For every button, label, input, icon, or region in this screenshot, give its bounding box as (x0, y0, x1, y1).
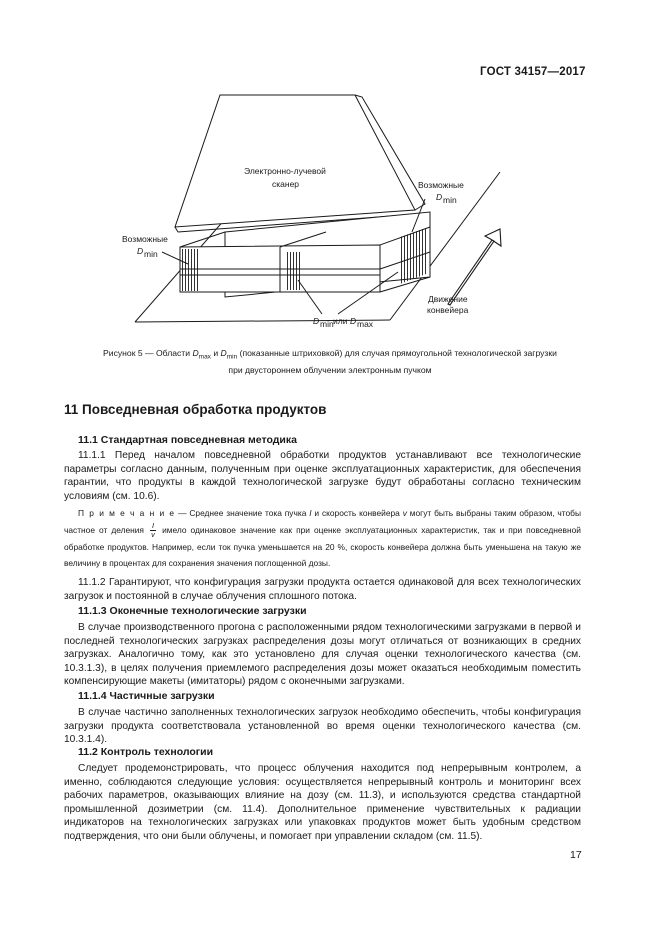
heading-11-2: 11.2 Контроль технологии (78, 746, 214, 758)
heading-11-1: 11.1 Стандартная повседневная методика (78, 434, 297, 446)
label-conveyor-1: Движение (428, 294, 468, 304)
heading-11-1-4: 11.1.4 Частичные загрузки (78, 690, 215, 702)
label-dmin-right: D (436, 192, 443, 202)
scanner-horn (175, 95, 415, 227)
label-possible-right: Возможные (418, 180, 464, 190)
paragraph-11-1-1: 11.1.1 Перед началом повседневной обработки продуктов устанавливают все технологические параметры согласно данным, полученным при оценке эксплуатационных характеристик, для обеспечения гарантии, что продукты в каждой технологической загрузке будут обработаны согласно техническим условиям (см. 10.6). (64, 450, 581, 502)
paragraph-11-1-2: 11.1.2 Гарантируют, что конфигурация загрузки продукта остается одинаковой для всех технологических загрузок и постоянной в случае облучения сплошного потока. (64, 577, 581, 602)
document-code: ГОСТ 34157—2017 (480, 66, 586, 78)
page-number: 17 (570, 849, 582, 861)
label-conveyor-2: конвейера (427, 305, 469, 315)
paragraph-11-1-3: В случае производственного прогона с расположенными рядом технологическими загрузками в первой и последней технологических загрузках распределения дозы могут отличаться от возникающих в средних загрузках. Аналогично тому, как это установлено для случая оценки технологического качества (см. 10.3.1.3), в целях получения приемлемого распределения дозы может оказаться необходимым поместить компенсирующие макеты (имитаторы) рядом с оконечными загрузками. (64, 622, 581, 688)
hatch-zone-left (182, 249, 198, 291)
label-dmin-left-sub: min (144, 249, 158, 259)
label-dmin-bottom: D (313, 316, 320, 326)
label-dmin-right-sub: min (443, 195, 457, 205)
label-or: или (333, 316, 348, 326)
heading-11-1-3: 11.1.3 Оконечные технологические загрузки (78, 605, 307, 617)
paragraph-11-2: Следует продемонстрировать, что процесс облучения находится под непрерывным контролем, а именно, соблюдаются следующие условия: осуществляется непрерывный контроль и мониторинг всех рабочих параметров, оказывающих влияние на дозу (см. 11.3), и используются средства стандартной промышленной дозиметрии (см. 11.4). Дополнительное применение чувствительных к радиации индикаторов на технологических загрузках или упаковках продуктов может быть удобным средством подтверждения, что они были облучены, и помогает при управлении складом (см. 11.5). (64, 763, 581, 842)
label-dmax-bottom-sub: max (357, 319, 374, 329)
figure-5 (100, 92, 540, 342)
figure-caption: Рисунок 5 — Области $D_{max}$ и $D_{min}$ (показанные штриховкой) для случая прямоугольной технологической загрузки при двустороннем облучении электронным пучком (103, 348, 557, 376)
section-11-heading: 11 Повседневная обработка продуктов (64, 402, 327, 417)
label-dmax-bottom: D (350, 316, 357, 326)
label-scanner-1: Электронно-лучевой (244, 166, 326, 176)
fraction-i-over-v: $\frac{I}{v}$ (151, 520, 155, 539)
label-possible-left: Возможные (122, 234, 168, 244)
hatch-zone-middle (286, 252, 300, 290)
note-11-1-1: П р и м е ч а н и е — Среднее значение тока пучка I и скорость конвейера v могут быть выбраны таким образом, чтобы частное от деления $\frac{I}{v}$ имело одинаковое значение как при оценке эксплуатационных характеристик, так и при повседневной обработке продуктов. Например, если ток пучка уменьшается на 20 %, скорость конвейера должна быть уменьшена на такую же величину в процентах для сохранения значения поглощенной дозы. (64, 508, 581, 569)
label-dmin-bottom-sub: min (320, 319, 334, 329)
figure-diagram (100, 92, 540, 342)
label-dmin-left: D (137, 246, 144, 256)
label-scanner-2: сканер (272, 179, 300, 189)
paragraph-11-1-4: В случае частично заполненных технологических загрузок необходимо обеспечить, чтобы конфигурация загрузки продукта соответствовала установленной во время оценки технологического качества (см. 10.3.1.4). (64, 707, 581, 746)
